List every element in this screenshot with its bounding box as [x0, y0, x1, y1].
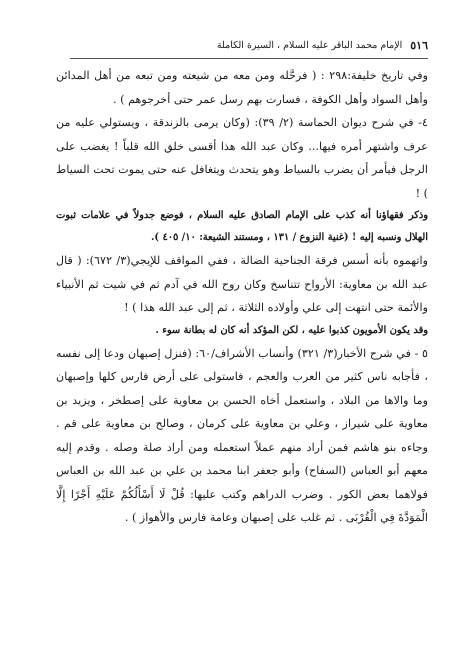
header-title: الإمام محمد الباقر عليه السلام ، السيرة الكاملة	[216, 39, 403, 51]
header-rule	[70, 58, 428, 59]
paragraph-akhbar-commentary: ٥ - في شرح الأخبار(٣/ ٣٢١) وأنساب الأشراف/٦٠: (فنزل إصبهان ودعا إلى نفسه ، فأجابه ناس كثير من العرب والعجم ، فاستولى على أرض فارس كلها وإصبهان وما والاها من البلاد ، واستعمل أخاه الحسن بن معاوية على إصطخر ، ويزيد بن معاوية على شيراز ، وعلي بن معاوية على كرمان ، وصالح بن معاوية على قم . وجاءه بنو هاشم فمن أراد منهم عملاً استعمله ومن أراد صلة وصله . وقدم إليه معهم أبو العباس (السفاح) وأبو جعفر ابنا محمد بن علي بن عبد الله بن العباس فولاهما بعض الكور . وضرب الدراهم وكتب عليها: قُلْ لَا أَسْأَلُكُمْ عَلَيْهِ أَجْرًا إِلَّا الْمَوَدَّةَ فِي الْقُرْبَى . ثم غلب على إصبهان وعامة فارس والأهواز ) .	[56, 346, 428, 524]
page-number: ٥١٦	[410, 38, 428, 52]
paragraph-hamasa-commentary: ٤- في شرح ديوان الحماسة (٢/ ٣٩): (وكان يرمى بالزندقة ، ويستولي عليه من عرف واشتهر أمره فيها... وكان عبد الله هذا أقسى خلق الله قلباً ! يغضب على الرجل فيأمر أن يضرب بالسياط وهو يتحدث ويتغافل عنه حتى يموت تحت السياط ) !	[56, 116, 428, 200]
running-header	[70, 36, 428, 54]
body-text	[56, 64, 428, 530]
paragraph-khalifa-history: وفي تاريخ خليفة:٢٩٨ : ( فرحَّله ومن معه من شيعته ومن تبعه من أهل المدائن وأهل السواد وأهل الكوفة ، فسارت بهم رسل عمر حتى أخرجوهم ) .	[56, 69, 429, 106]
paragraph-mawaqif-quote: واتهموه بأنه أسس فرقة الجناحية الضالة ، ففي المواقف للإيجي(٣/ ٦٧٢): ( قال عبد الله بن معاوية: الأرواح تتناسخ وكان روح الله في آدم ثم في شيت ثم الأنبياء والأئمة حتى انتهت إلى علي وأولاده الثلاثة ، ثم إلى عبد الله هذا ) !	[56, 254, 429, 314]
paragraph-umayyad-note: وقد يكون الأمويون كذبوا عليه ، لكن المؤكد أنه كان له بطانة سوء .	[155, 324, 428, 336]
paragraph-jurists-note: وذكر فقهاؤنا أنه كذب على الإمام الصادق عليه السلام ، فوضع جدولاً في علامات ثبوت الهلال ونسبه إليه ! (غنية النزوع / ١٣١ ، ومستند الشيعة: ١٠/ ٤٠٥ ).	[56, 210, 428, 243]
